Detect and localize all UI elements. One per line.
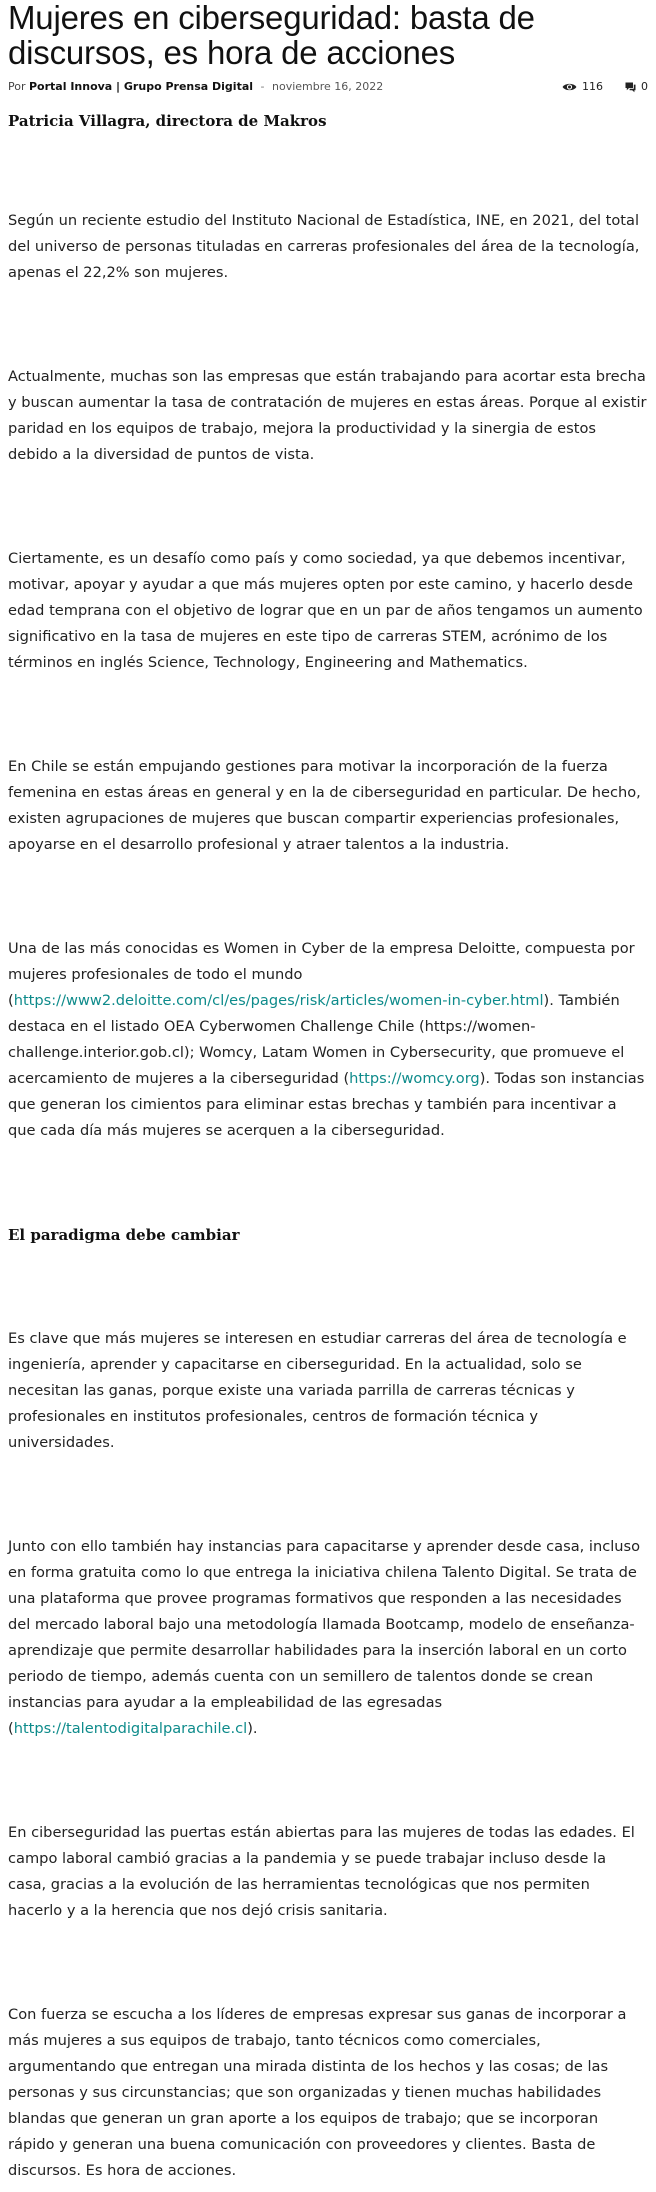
paragraph: Ciertamente, es un desafío como país y como sociedad, ya que debemos incentivar, motivar, apoyar y ayudar a que más mujeres opten por este camino, y hacerlo desde edad temprana con el objetivo de lograr que en un par de años tengamos un aumento significativo en la tasa de mujeres en este tipo de carreras STEM, acrónimo de los términos en inglés Science, Technology, Engineering and Mathematics. xyxy=(8,550,643,671)
paragraph-text: Junto con ello también hay instancias para capacitarse y aprender desde casa, incluso en forma gratuita como lo que entrega la iniciativa chilena Talento Digital. Se trata de una plataforma que provee programas formativos que responden a las necesidades del mercado laboral bajo una metodología llamada Bootcamp, modelo de enseñanza-aprendizaje que permite desarrollar habilidades para la inserción laboral en un corto periodo de tiempo, además cuenta con un semillero de talentos donde se crean instancias para ayudar a la empleabilidad de las egresadas ( xyxy=(8,1538,641,1737)
author-link[interactable]: Portal Innova | Grupo Prensa Digital xyxy=(29,80,254,93)
comments-count: 0 xyxy=(641,80,648,93)
article-byline: Patricia Villagra, directora de Makros xyxy=(8,112,327,130)
article-body xyxy=(8,208,648,2184)
meta-by-label: Por xyxy=(8,80,26,93)
article-page xyxy=(8,0,648,2184)
views-count: 116 xyxy=(582,80,603,93)
article-title: Mujeres en ciberseguridad: basta de discursos, es hora de acciones xyxy=(8,0,535,71)
paragraph: Con fuerza se escucha a los líderes de empresas expresar sus ganas de incorporar a más mujeres a sus equipos de trabajo, tanto técnicos como comerciales, argumentando que entregan una mirada distinta de los hechos y las cosas; de las personas y sus circunstancias; que son organizadas y tienen muchas habilidades blandas que generan un gran aporte a los equipos de trabajo; que se incorporan rápido y generan una buena comunicación con proveedores y clientes. Basta de discursos. Es hora de acciones. xyxy=(8,2006,627,2179)
paragraph xyxy=(8,936,648,1144)
section-subheading: El paradigma debe cambiar xyxy=(8,1226,240,1244)
article-stats xyxy=(562,77,648,97)
paragraph xyxy=(8,1534,648,1742)
paragraph: En Chile se están empujando gestiones para motivar la incorporación de la fuerza femenina en estas áreas en general y en la de ciberseguridad en particular. De hecho, existen agrupaciones de mujeres que buscan compartir experiencias profesionales, apoyarse en el desarrollo profesional y atraer talentos a la industria. xyxy=(8,758,641,853)
paragraph: Actualmente, muchas son las empresas que están trabajando para acortar esta brecha y buscan aumentar la tasa de contratación de mujeres en estas áreas. Porque al existir paridad en los equipos de trabajo, mejora la productividad y la sinergia de estos debido a la diversidad de puntos de vista. xyxy=(8,368,647,463)
deloitte-link[interactable]: https://www2.deloitte.com/cl/es/pages/risk/articles/women-in-cyber.html xyxy=(13,992,544,1009)
eye-icon xyxy=(562,82,577,92)
paragraph-text: ). También destaca en el listado OEA Cyberwomen Challenge Chile (https://women-challenge.interior.gob.cl); Womcy, Latam Women in Cybersecurity, que promueve el acercamiento de mujeres a la ciberseguridad ( xyxy=(8,992,625,1087)
views-counter xyxy=(562,77,603,97)
publish-date: noviembre 16, 2022 xyxy=(272,80,384,93)
meta-separator: - xyxy=(260,80,265,93)
talento-digital-link[interactable]: https://talentodigitalparachile.cl xyxy=(13,1720,248,1737)
article-meta xyxy=(8,77,648,97)
paragraph: Es clave que más mujeres se interesen en estudiar carreras del área de tecnología e ingeniería, aprender y capacitarse en ciberseguridad. En la actualidad, solo se necesitan las ganas, porque existe una variada parrilla de carreras técnicas y profesionales en institutos profesionales, centros de formación técnica y universidades. xyxy=(8,1330,627,1451)
comments-counter[interactable] xyxy=(625,77,648,97)
comment-icon xyxy=(625,82,636,93)
paragraph-text: ). xyxy=(247,1720,258,1737)
paragraph-text: Una de las más conocidas es Women in Cyber de la empresa Deloitte, compuesta por mujeres profesionales de todo el mundo ( xyxy=(8,940,635,1009)
paragraph: En ciberseguridad las puertas están abiertas para las mujeres de todas las edades. El campo laboral cambió gracias a la pandemia y se puede trabajar incluso desde la casa, gracias a la evolución de las herramientas tecnológicas que nos permiten hacerlo y a la herencia que nos dejó crisis sanitaria. xyxy=(8,1824,635,1919)
paragraph: Según un reciente estudio del Instituto Nacional de Estadística, INE, en 2021, del total del universo de personas tituladas en carreras profesionales del área de la tecnología, apenas el 22,2% son mujeres. xyxy=(8,212,640,281)
womcy-link[interactable]: https://womcy.org xyxy=(349,1070,480,1087)
paragraph-text: ). Todas son instancias que generan los cimientos para eliminar estas brechas y también para incentivar a que cada día más mujeres se acerquen a la ciberseguridad. xyxy=(8,1070,645,1139)
